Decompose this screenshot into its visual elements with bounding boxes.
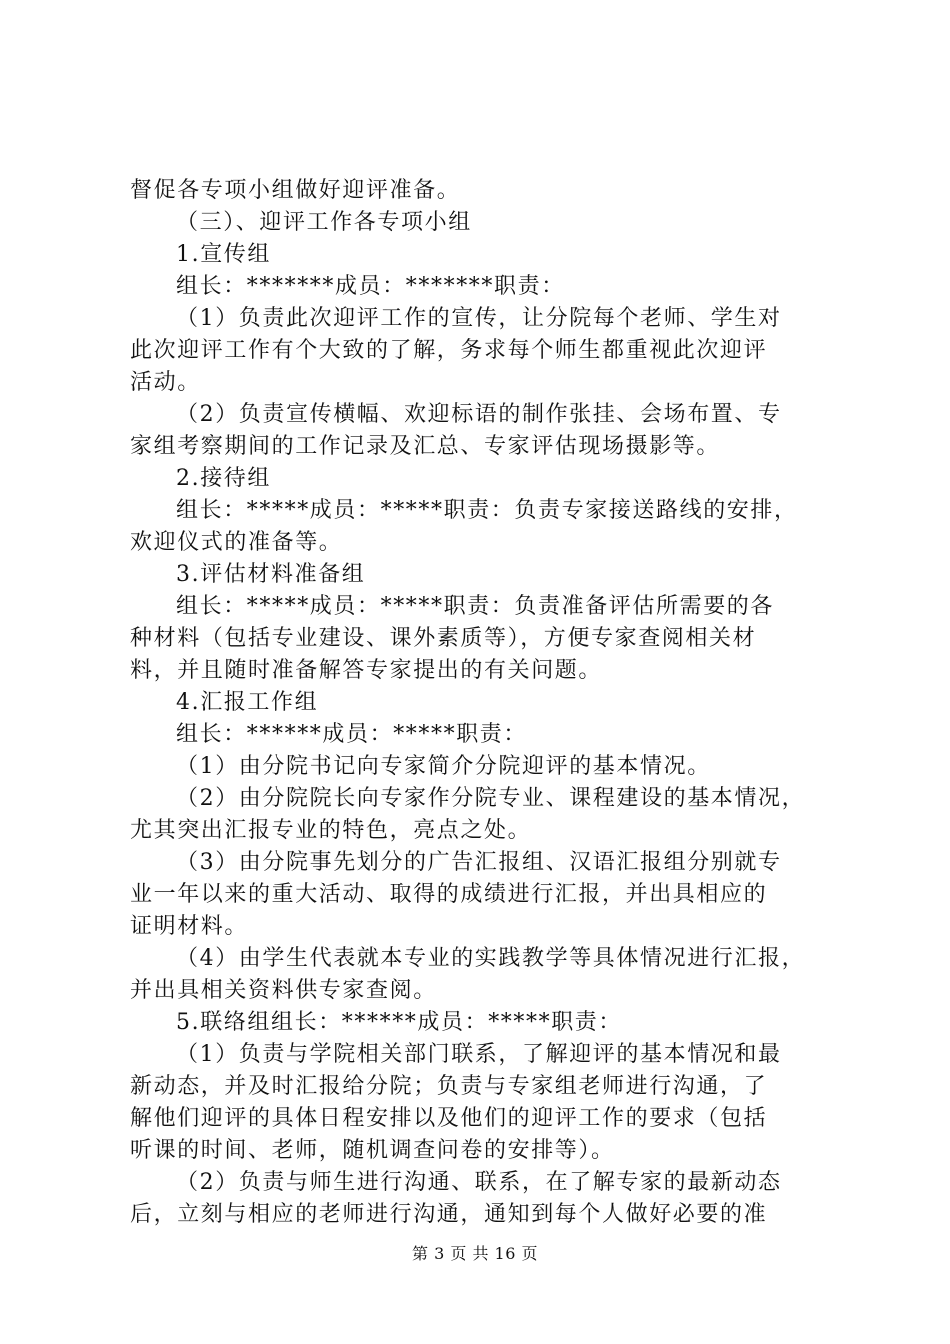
body-text-line: 组长：*****成员：*****职责：负责准备评估所需要的各: [176, 594, 775, 619]
body-text-line: 家组考察期间的工作记录及汇总、专家评估现场摄影等。: [130, 434, 721, 459]
body-text-line: 解他们迎评的具体日程安排以及他们的迎评工作的要求（包括: [130, 1106, 768, 1131]
body-text-line: 此次迎评工作有个大致的了解，务求每个师生都重视此次迎评: [130, 338, 768, 363]
body-text-line: （2）由分院院长向专家作分院专业、课程建设的基本情况，: [176, 786, 806, 811]
body-text-line: （1）由分院书记向专家简介分院迎评的基本情况。: [176, 754, 711, 779]
body-text-line: 督促各专项小组做好迎评准备。: [130, 178, 461, 203]
body-text-line: （4）由学生代表就本专业的实践教学等具体情况进行汇报，: [176, 946, 806, 971]
body-text-line: （3）由分院事先划分的广告汇报组、汉语汇报组分别就专: [176, 850, 782, 875]
body-text-line: 组长：******成员：*****职责：: [176, 722, 528, 747]
subsection-heading: 1.宣传组: [176, 242, 271, 267]
body-text-line: 尤其突出汇报专业的特色，亮点之处。: [130, 818, 532, 843]
subsection-heading: 5.联络组组长：******成员：*****职责：: [176, 1010, 622, 1035]
body-text-line: 证明材料。: [130, 914, 249, 939]
body-text-line: （2）负责与师生进行沟通、联系，在了解专家的最新动态: [176, 1170, 782, 1195]
subsection-heading: 3.评估材料准备组: [176, 562, 366, 587]
body-text-line: 听课的时间、老师，随机调查问卷的安排等）。: [130, 1138, 615, 1163]
body-text-line: （2）负责宣传横幅、欢迎标语的制作张挂、会场布置、专: [176, 402, 782, 427]
page-number-footer: 第 3 页 共 16 页: [412, 1244, 538, 1263]
body-text-line: 业一年以来的重大活动、取得的成绩进行汇报，并出具相应的: [130, 882, 768, 907]
body-text-line: 料，并且随时准备解答专家提出的有关问题。: [130, 658, 603, 683]
body-text-line: 种材料（包括专业建设、课外素质等），方便专家查阅相关材: [130, 626, 757, 651]
section-heading: （三）、迎评工作各专项小组: [176, 210, 472, 235]
body-text-line: 活动。: [130, 370, 201, 395]
body-text-line: 并出具相关资料供专家查阅。: [130, 978, 437, 1003]
body-text-line: （1）负责与学院相关部门联系，了解迎评的基本情况和最: [176, 1042, 782, 1067]
body-text-line: （1）负责此次迎评工作的宣传，让分院每个老师、学生对: [176, 306, 782, 331]
body-text-line: 后，立刻与相应的老师进行沟通，通知到每个人做好必要的准: [130, 1202, 768, 1227]
body-text-line: 组长：*****成员：*****职责：负责专家接送路线的安排，: [176, 498, 798, 523]
subsection-heading: 2.接待组: [176, 466, 271, 491]
subsection-heading: 4.汇报工作组: [176, 690, 319, 715]
body-text-line: 组长：*******成员：*******职责：: [176, 274, 565, 299]
body-text-line: 欢迎仪式的准备等。: [130, 530, 343, 555]
body-text-line: 新动态，并及时汇报给分院；负责与专家组老师进行沟通，了: [130, 1074, 768, 1099]
